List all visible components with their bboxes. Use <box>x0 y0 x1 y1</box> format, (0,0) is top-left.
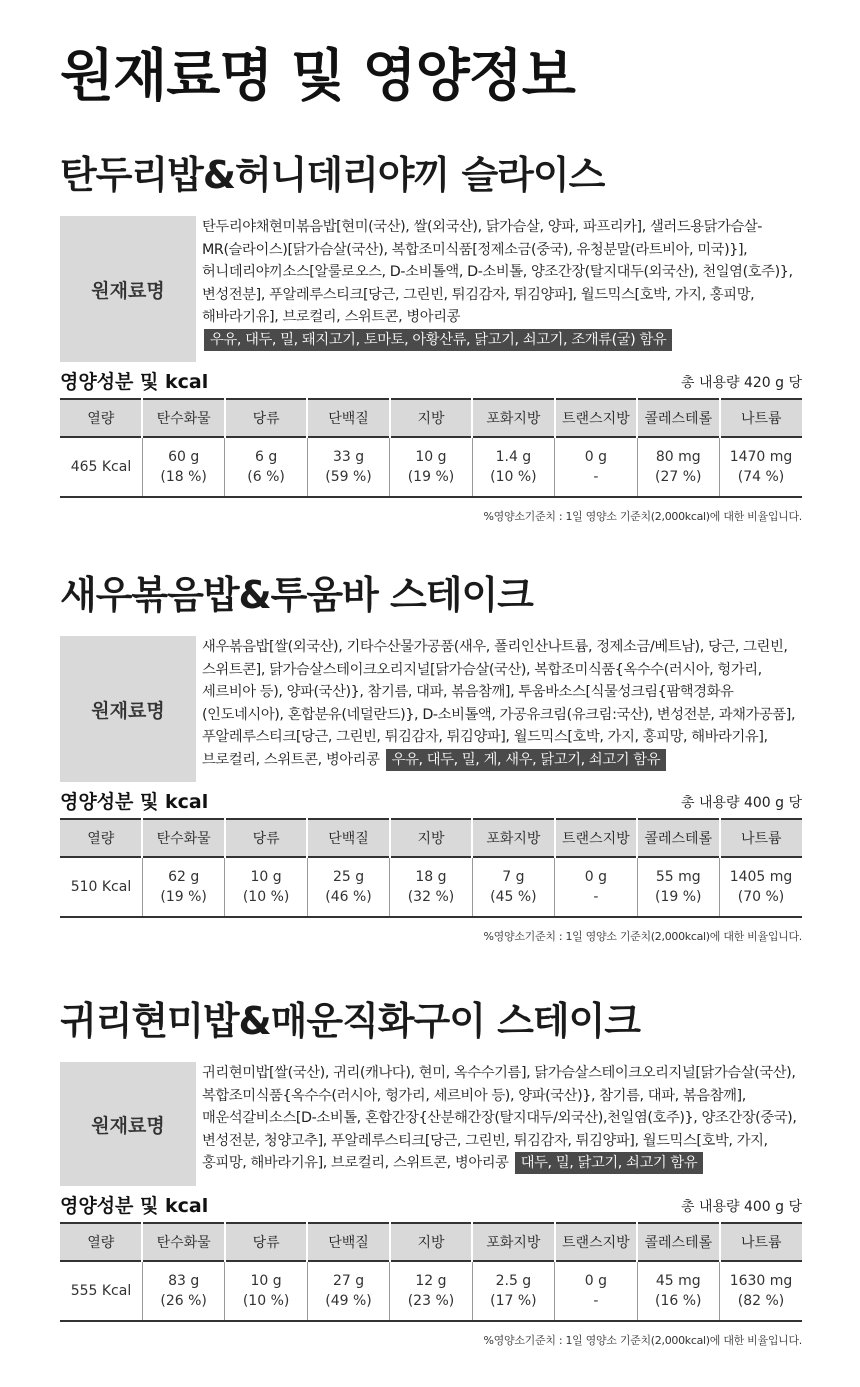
column-header: 나트륨 <box>720 1223 803 1261</box>
nutrition-table <box>60 1222 802 1322</box>
table-row <box>60 1261 802 1321</box>
ingredients-block <box>60 1062 802 1186</box>
table-cell: 1405 mg (70 %) <box>720 857 803 917</box>
table-cell: 1470 mg (74 %) <box>720 437 803 497</box>
table-cell: 62 g (19 %) <box>142 857 224 917</box>
table-cell: 555 Kcal <box>70 1283 132 1299</box>
allergen-badge: 우유, 대두, 밀, 게, 새우, 닭고기, 쇠고기 함유 <box>386 749 666 771</box>
ingredients-text <box>196 216 802 362</box>
page-title: 원재료명 및 영양정보 <box>60 44 575 109</box>
table-cell: 1.4 g (10 %) <box>472 437 554 497</box>
table-cell: 83 g (26 %) <box>142 1261 224 1321</box>
table-cell: 33 g (59 %) <box>307 437 389 497</box>
nutrition-header <box>60 366 802 394</box>
column-header: 당류 <box>225 399 307 437</box>
table-cell: 10 g (10 %) <box>225 1261 307 1321</box>
product-title: 새우볶음밥&투움바 스테이크 <box>60 573 533 617</box>
column-header: 지방 <box>390 1223 472 1261</box>
table-cell: 6 g (6 %) <box>225 437 307 497</box>
column-header: 단백질 <box>307 819 389 857</box>
table-cell: 60 g (18 %) <box>142 437 224 497</box>
column-header: 포화지방 <box>472 1223 554 1261</box>
column-header: 탄수화물 <box>142 399 224 437</box>
allergen-badge: 대두, 밀, 닭고기, 쇠고기 함유 <box>515 1152 704 1174</box>
table-cell: 1630 mg (82 %) <box>720 1261 803 1321</box>
product-section <box>60 146 802 524</box>
column-header: 트랜스지방 <box>555 399 637 437</box>
table-cell: 10 g (10 %) <box>225 857 307 917</box>
column-header: 당류 <box>225 819 307 857</box>
table-row <box>60 437 802 497</box>
total-amount: 총 내용량 400 g 당 <box>680 1199 802 1215</box>
column-header: 콜레스테롤 <box>637 399 719 437</box>
product-section <box>60 566 802 944</box>
column-header: 탄수화물 <box>142 819 224 857</box>
ingredients-label: 원재료명 <box>60 216 196 362</box>
ingredients-text <box>196 1062 802 1186</box>
table-cell: 18 g (32 %) <box>390 857 472 917</box>
ingredients-block <box>60 636 802 782</box>
footnote: %영양소기준치 : 1일 영양소 기준치(2,000kcal)에 대한 비율입니다. <box>483 1334 802 1347</box>
column-header: 당류 <box>225 1223 307 1261</box>
total-amount: 총 내용량 400 g 당 <box>680 795 802 811</box>
nutrition-title: 영양성분 및 kcal <box>60 371 209 393</box>
footnote: %영양소기준치 : 1일 영양소 기준치(2,000kcal)에 대한 비율입니다. <box>483 930 802 943</box>
table-cell: 10 g (19 %) <box>390 437 472 497</box>
table-row <box>60 857 802 917</box>
table-header-row <box>60 1223 802 1261</box>
ingredients-list: 귀리현미밥[쌀(국산), 귀리(캐나다), 현미, 옥수수기름], 닭가슴살스테이크오리지널[닭가슴살(국산), 복합조미식품{옥수수(러시아, 헝가리, 세르비아 등), 양파(국산)}, 참기름, 대파, 볶음참깨], 매운석갈비소스[D-소비톨, 혼합간장{산분해간장(탈지대두/외국산),천일염(호주)}, 양조간장(중국), 변성전분, 청양고추], 푸알레루스티크[당근, 그린빈, 튀김감자, 튀김양파], 월드믹스[호박, 가지, 홍피망, 해바라기유], 브로컬리, 스위트콘, 병아리콩 <box>202 1065 797 1171</box>
ingredients-list: 탄두리야채현미볶음밥[현미(국산), 쌀(외국산), 닭가슴살, 양파, 파프리카], 샐러드용닭가슴살-MR(슬라이스)[닭가슴살(국산), 복합조미식품[정제소금(중국), 유청분말(라트비아, 미국)}], 허니데리야끼소스[알룰로오스, D-소비톨액, D-소비톨, 양조간장(탈지대두(외국산), 천일염(호주)}, 변성전분], 푸알레루스티크[당근, 그린빈, 튀김감자, 튀김양파], 월드믹스[호박, 가지, 홍피망, 해바라기유], 브로컬리, 스위트콘, 병아리콩 <box>202 219 793 325</box>
product-section <box>60 992 802 1348</box>
allergen-badge: 우유, 대두, 밀, 돼지고기, 토마토, 아황산류, 닭고기, 쇠고기, 조개류(굴) 함유 <box>204 329 672 351</box>
column-header: 탄수화물 <box>142 1223 224 1261</box>
column-header: 콜레스테롤 <box>637 819 719 857</box>
column-header: 트랜스지방 <box>555 819 637 857</box>
column-header: 포화지방 <box>472 819 554 857</box>
footnote: %영양소기준치 : 1일 영양소 기준치(2,000kcal)에 대한 비율입니다. <box>483 510 802 523</box>
column-header: 지방 <box>390 819 472 857</box>
nutrition-header <box>60 1190 802 1218</box>
table-cell: 465 Kcal <box>70 459 132 475</box>
table-cell: 12 g (23 %) <box>390 1261 472 1321</box>
product-title: 귀리현미밥&매운직화구이 스테이크 <box>60 999 640 1043</box>
ingredients-text <box>196 636 802 782</box>
nutrition-table <box>60 398 802 498</box>
ingredients-label: 원재료명 <box>60 636 196 782</box>
table-header-row <box>60 399 802 437</box>
table-header-row <box>60 819 802 857</box>
ingredients-block <box>60 216 802 362</box>
table-cell: 45 mg (16 %) <box>637 1261 719 1321</box>
column-header: 단백질 <box>307 399 389 437</box>
column-header: 포화지방 <box>472 399 554 437</box>
table-cell: 7 g (45 %) <box>472 857 554 917</box>
nutrition-title: 영양성분 및 kcal <box>60 791 209 813</box>
product-title: 탄두리밥&허니데리야끼 슬라이스 <box>60 153 605 197</box>
table-cell: 0 g - <box>555 857 637 917</box>
column-header: 콜레스테롤 <box>637 1223 719 1261</box>
column-header: 나트륨 <box>720 399 803 437</box>
table-cell: 27 g (49 %) <box>307 1261 389 1321</box>
table-cell: 510 Kcal <box>70 879 132 895</box>
total-amount: 총 내용량 420 g 당 <box>680 375 802 391</box>
table-cell: 0 g - <box>555 437 637 497</box>
column-header: 열량 <box>60 1223 142 1261</box>
ingredients-list: 새우볶음밥[쌀(외국산), 기타수산물가공품(새우, 폴리인산나트륨, 정제소금/베트남), 당근, 그린빈, 스위트콘], 닭가슴살스테이크오리지널[닭가슴살(국산), 복합조미식품{옥수수(러시아, 헝가리, 세르비아 등), 양파(국산)}, 참기름, 대파, 볶음참깨], 투움바소스[식물성크림{팜핵경화유(인도네시아), 혼합분유(네덜란드)}, D-소비톨액, 가공유크림(유크림:국산), 변성전분, 과채가공품], 푸알레루스티크[당근, 그린빈, 튀김감자, 튀김양파], 월드믹스[호박, 가지, 홍피망, 해바라기유], 브로컬리, 스위트콘, 병아리콩 <box>202 639 796 768</box>
table-cell: 2.5 g (17 %) <box>472 1261 554 1321</box>
column-header: 열량 <box>60 819 142 857</box>
column-header: 트랜스지방 <box>555 1223 637 1261</box>
column-header: 나트륨 <box>720 819 803 857</box>
column-header: 열량 <box>60 399 142 437</box>
table-cell: 0 g - <box>555 1261 637 1321</box>
nutrition-table <box>60 818 802 918</box>
nutrition-title: 영양성분 및 kcal <box>60 1195 209 1217</box>
table-cell: 80 mg (27 %) <box>637 437 719 497</box>
column-header: 지방 <box>390 399 472 437</box>
ingredients-label: 원재료명 <box>60 1062 196 1186</box>
table-cell: 25 g (46 %) <box>307 857 389 917</box>
nutrition-header <box>60 786 802 814</box>
column-header: 단백질 <box>307 1223 389 1261</box>
table-cell: 55 mg (19 %) <box>637 857 719 917</box>
